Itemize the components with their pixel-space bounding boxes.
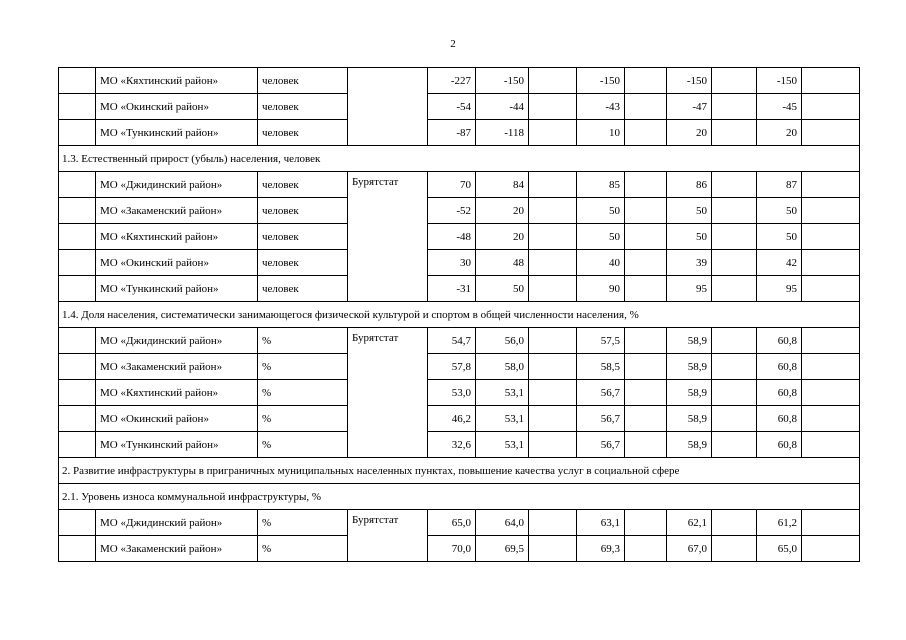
table-row bbox=[59, 510, 860, 536]
empty-cell bbox=[802, 432, 860, 458]
municipality-name: МО «Тункинский район» bbox=[96, 276, 258, 302]
unit: % bbox=[258, 432, 348, 458]
value-cell: 64,0 bbox=[476, 510, 529, 536]
table-row bbox=[59, 120, 860, 146]
value-cell: 61,2 bbox=[757, 510, 802, 536]
empty-cell bbox=[625, 328, 667, 354]
value-cell: 63,1 bbox=[577, 510, 625, 536]
value-cell: 67,0 bbox=[667, 536, 712, 562]
municipality-name: МО «Окинский район» bbox=[96, 406, 258, 432]
empty-cell bbox=[59, 250, 96, 276]
value-cell: -227 bbox=[428, 68, 476, 94]
value-cell: 69,3 bbox=[577, 536, 625, 562]
table-row bbox=[59, 224, 860, 250]
empty-cell bbox=[529, 432, 577, 458]
value-cell: 60,8 bbox=[757, 406, 802, 432]
empty-cell bbox=[712, 328, 757, 354]
value-cell: 53,1 bbox=[476, 432, 529, 458]
unit: человек bbox=[258, 198, 348, 224]
table-row bbox=[59, 354, 860, 380]
municipality-name: МО «Джидинский район» bbox=[96, 328, 258, 354]
value-cell: 70,0 bbox=[428, 536, 476, 562]
empty-cell bbox=[59, 68, 96, 94]
value-cell: 50 bbox=[667, 198, 712, 224]
value-cell: 62,1 bbox=[667, 510, 712, 536]
empty-cell bbox=[529, 510, 577, 536]
unit: % bbox=[258, 380, 348, 406]
value-cell: 56,7 bbox=[577, 380, 625, 406]
empty-cell bbox=[802, 354, 860, 380]
empty-cell bbox=[59, 432, 96, 458]
value-cell: 60,8 bbox=[757, 432, 802, 458]
empty-cell bbox=[802, 250, 860, 276]
value-cell: -31 bbox=[428, 276, 476, 302]
data-source bbox=[348, 68, 428, 146]
empty-cell bbox=[529, 224, 577, 250]
section-header-row bbox=[59, 302, 860, 328]
value-cell: 53,1 bbox=[476, 406, 529, 432]
value-cell: -52 bbox=[428, 198, 476, 224]
municipality-name: МО «Закаменский район» bbox=[96, 198, 258, 224]
empty-cell bbox=[802, 172, 860, 198]
value-cell: 58,9 bbox=[667, 406, 712, 432]
empty-cell bbox=[625, 354, 667, 380]
value-cell: 58,9 bbox=[667, 354, 712, 380]
unit: % bbox=[258, 328, 348, 354]
value-cell: 20 bbox=[476, 198, 529, 224]
empty-cell bbox=[59, 94, 96, 120]
empty-cell bbox=[625, 380, 667, 406]
value-cell: 58,9 bbox=[667, 432, 712, 458]
empty-cell bbox=[802, 380, 860, 406]
unit: % bbox=[258, 406, 348, 432]
municipality-name: МО «Кяхтинский район» bbox=[96, 380, 258, 406]
value-cell: 50 bbox=[757, 224, 802, 250]
empty-cell bbox=[529, 250, 577, 276]
empty-cell bbox=[625, 198, 667, 224]
empty-cell bbox=[712, 94, 757, 120]
table-row bbox=[59, 406, 860, 432]
empty-cell bbox=[712, 198, 757, 224]
table-row bbox=[59, 276, 860, 302]
value-cell: 58,9 bbox=[667, 380, 712, 406]
value-cell: 30 bbox=[428, 250, 476, 276]
unit: человек bbox=[258, 94, 348, 120]
empty-cell bbox=[802, 406, 860, 432]
unit: человек bbox=[258, 250, 348, 276]
empty-cell bbox=[625, 536, 667, 562]
empty-cell bbox=[712, 510, 757, 536]
empty-cell bbox=[59, 380, 96, 406]
empty-cell bbox=[712, 536, 757, 562]
municipality-name: МО «Джидинский район» bbox=[96, 172, 258, 198]
unit: человек bbox=[258, 224, 348, 250]
empty-cell bbox=[712, 406, 757, 432]
unit: человек bbox=[258, 120, 348, 146]
empty-cell bbox=[625, 250, 667, 276]
empty-cell bbox=[625, 120, 667, 146]
empty-cell bbox=[625, 68, 667, 94]
value-cell: 56,0 bbox=[476, 328, 529, 354]
value-cell: 60,8 bbox=[757, 354, 802, 380]
value-cell: -45 bbox=[757, 94, 802, 120]
table-row bbox=[59, 380, 860, 406]
value-cell: 65,0 bbox=[428, 510, 476, 536]
unit: человек bbox=[258, 172, 348, 198]
empty-cell bbox=[59, 120, 96, 146]
section-header: 2. Развитие инфраструктуры в приграничных муниципальных населенных пунктах, повышение качества услуг в социальной сфере bbox=[59, 458, 860, 484]
value-cell: 90 bbox=[577, 276, 625, 302]
value-cell: 20 bbox=[667, 120, 712, 146]
empty-cell bbox=[529, 406, 577, 432]
table-row bbox=[59, 432, 860, 458]
municipality-name: МО «Окинский район» bbox=[96, 94, 258, 120]
table-row bbox=[59, 198, 860, 224]
empty-cell bbox=[625, 432, 667, 458]
indicators-table bbox=[58, 67, 860, 562]
value-cell: -150 bbox=[757, 68, 802, 94]
table-row bbox=[59, 328, 860, 354]
value-cell: 95 bbox=[667, 276, 712, 302]
value-cell: 50 bbox=[577, 224, 625, 250]
value-cell: 69,5 bbox=[476, 536, 529, 562]
empty-cell bbox=[59, 198, 96, 224]
value-cell: 39 bbox=[667, 250, 712, 276]
value-cell: -43 bbox=[577, 94, 625, 120]
value-cell: -87 bbox=[428, 120, 476, 146]
value-cell: -48 bbox=[428, 224, 476, 250]
value-cell: 58,9 bbox=[667, 328, 712, 354]
municipality-name: МО «Кяхтинский район» bbox=[96, 224, 258, 250]
empty-cell bbox=[529, 380, 577, 406]
value-cell: 87 bbox=[757, 172, 802, 198]
empty-cell bbox=[625, 276, 667, 302]
page-number: 2 bbox=[450, 38, 456, 50]
empty-cell bbox=[802, 510, 860, 536]
table-row bbox=[59, 94, 860, 120]
value-cell: 95 bbox=[757, 276, 802, 302]
municipality-name: МО «Тункинский район» bbox=[96, 120, 258, 146]
empty-cell bbox=[529, 68, 577, 94]
empty-cell bbox=[59, 354, 96, 380]
value-cell: 10 bbox=[577, 120, 625, 146]
value-cell: 42 bbox=[757, 250, 802, 276]
empty-cell bbox=[625, 224, 667, 250]
value-cell: 57,5 bbox=[577, 328, 625, 354]
empty-cell bbox=[59, 224, 96, 250]
value-cell: 20 bbox=[757, 120, 802, 146]
unit: человек bbox=[258, 68, 348, 94]
value-cell: 46,2 bbox=[428, 406, 476, 432]
data-source: Бурятстат bbox=[348, 328, 428, 458]
empty-cell bbox=[529, 354, 577, 380]
value-cell: 32,6 bbox=[428, 432, 476, 458]
empty-cell bbox=[59, 406, 96, 432]
empty-cell bbox=[625, 510, 667, 536]
unit: % bbox=[258, 536, 348, 562]
empty-cell bbox=[625, 406, 667, 432]
empty-cell bbox=[802, 276, 860, 302]
value-cell: 50 bbox=[476, 276, 529, 302]
empty-cell bbox=[802, 198, 860, 224]
unit: человек bbox=[258, 276, 348, 302]
empty-cell bbox=[529, 536, 577, 562]
empty-cell bbox=[802, 94, 860, 120]
empty-cell bbox=[712, 432, 757, 458]
empty-cell bbox=[529, 328, 577, 354]
empty-cell bbox=[712, 120, 757, 146]
empty-cell bbox=[59, 276, 96, 302]
municipality-name: МО «Тункинский район» bbox=[96, 432, 258, 458]
value-cell: 60,8 bbox=[757, 328, 802, 354]
data-source: Бурятстат bbox=[348, 172, 428, 302]
empty-cell bbox=[712, 380, 757, 406]
table-row bbox=[59, 68, 860, 94]
value-cell: 48 bbox=[476, 250, 529, 276]
empty-cell bbox=[59, 328, 96, 354]
empty-cell bbox=[712, 68, 757, 94]
value-cell: 50 bbox=[757, 198, 802, 224]
empty-cell bbox=[529, 198, 577, 224]
empty-cell bbox=[529, 276, 577, 302]
empty-cell bbox=[802, 68, 860, 94]
empty-cell bbox=[712, 224, 757, 250]
value-cell: -150 bbox=[476, 68, 529, 94]
value-cell: 58,5 bbox=[577, 354, 625, 380]
value-cell: 53,0 bbox=[428, 380, 476, 406]
empty-cell bbox=[712, 172, 757, 198]
value-cell: 65,0 bbox=[757, 536, 802, 562]
value-cell: 58,0 bbox=[476, 354, 529, 380]
value-cell: -118 bbox=[476, 120, 529, 146]
empty-cell bbox=[712, 250, 757, 276]
value-cell: 56,7 bbox=[577, 432, 625, 458]
value-cell: 70 bbox=[428, 172, 476, 198]
section-header-row bbox=[59, 458, 860, 484]
value-cell: 20 bbox=[476, 224, 529, 250]
municipality-name: МО «Джидинский район» bbox=[96, 510, 258, 536]
unit: % bbox=[258, 510, 348, 536]
municipality-name: МО «Окинский район» bbox=[96, 250, 258, 276]
empty-cell bbox=[625, 94, 667, 120]
section-header: 1.4. Доля населения, систематически занимающегося физической культурой и спортом в общей численности населения, % bbox=[59, 302, 860, 328]
empty-cell bbox=[712, 354, 757, 380]
value-cell: 60,8 bbox=[757, 380, 802, 406]
section-header-row bbox=[59, 146, 860, 172]
empty-cell bbox=[529, 120, 577, 146]
empty-cell bbox=[625, 172, 667, 198]
value-cell: -44 bbox=[476, 94, 529, 120]
empty-cell bbox=[802, 224, 860, 250]
table-row bbox=[59, 172, 860, 198]
section-header-row bbox=[59, 484, 860, 510]
unit: % bbox=[258, 354, 348, 380]
data-source: Бурятстат bbox=[348, 510, 428, 562]
empty-cell bbox=[59, 536, 96, 562]
value-cell: -150 bbox=[667, 68, 712, 94]
municipality-name: МО «Кяхтинский район» bbox=[96, 68, 258, 94]
value-cell: 86 bbox=[667, 172, 712, 198]
municipality-name: МО «Закаменский район» bbox=[96, 536, 258, 562]
empty-cell bbox=[59, 510, 96, 536]
value-cell: 50 bbox=[667, 224, 712, 250]
empty-cell bbox=[802, 120, 860, 146]
empty-cell bbox=[802, 328, 860, 354]
value-cell: -150 bbox=[577, 68, 625, 94]
empty-cell bbox=[59, 172, 96, 198]
value-cell: 54,7 bbox=[428, 328, 476, 354]
value-cell: -47 bbox=[667, 94, 712, 120]
section-header: 2.1. Уровень износа коммунальной инфраструктуры, % bbox=[59, 484, 860, 510]
empty-cell bbox=[529, 94, 577, 120]
value-cell: 57,8 bbox=[428, 354, 476, 380]
empty-cell bbox=[802, 536, 860, 562]
value-cell: -54 bbox=[428, 94, 476, 120]
value-cell: 84 bbox=[476, 172, 529, 198]
section-header: 1.3. Естественный прирост (убыль) населения, человек bbox=[59, 146, 860, 172]
value-cell: 53,1 bbox=[476, 380, 529, 406]
value-cell: 40 bbox=[577, 250, 625, 276]
municipality-name: МО «Закаменский район» bbox=[96, 354, 258, 380]
value-cell: 56,7 bbox=[577, 406, 625, 432]
table-row bbox=[59, 250, 860, 276]
value-cell: 50 bbox=[577, 198, 625, 224]
empty-cell bbox=[529, 172, 577, 198]
value-cell: 85 bbox=[577, 172, 625, 198]
empty-cell bbox=[712, 276, 757, 302]
table-row bbox=[59, 536, 860, 562]
